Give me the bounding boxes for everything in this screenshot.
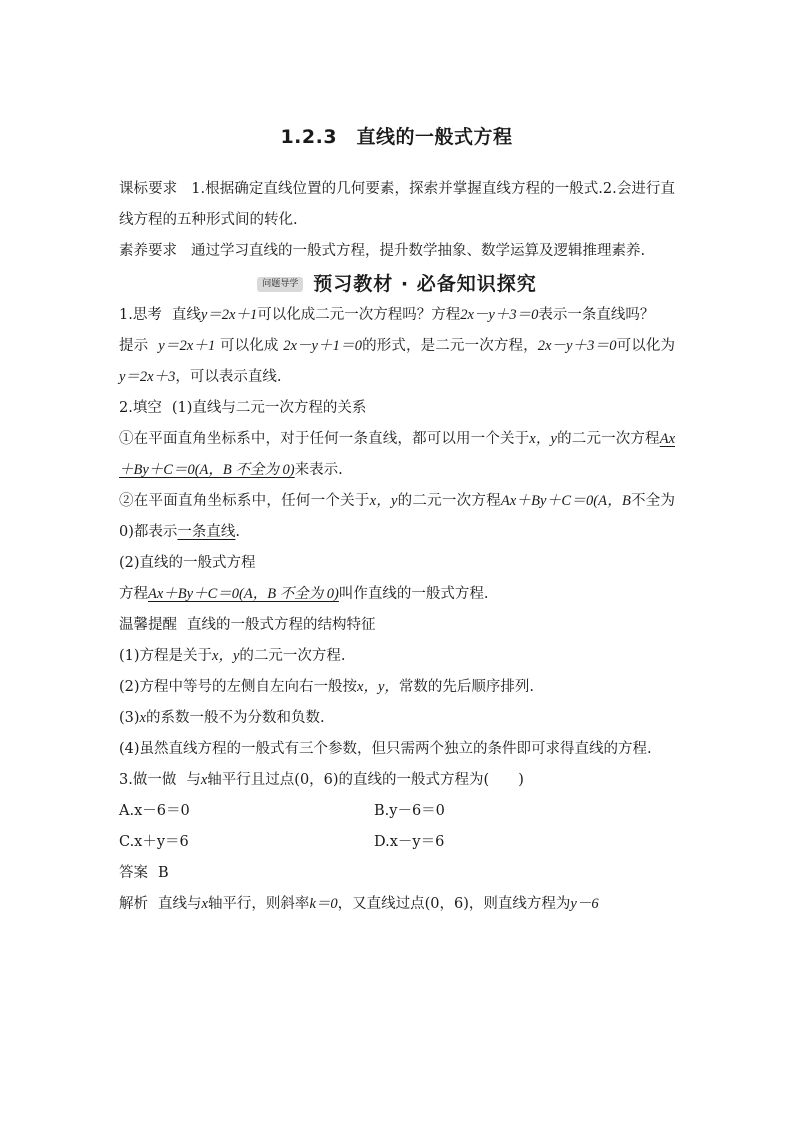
variables: x — [201, 896, 208, 912]
options-row-2 — [119, 827, 675, 858]
tip-text: (1)方程是关于 — [119, 648, 213, 664]
analysis-text: 直线与 — [158, 896, 202, 912]
fill-item-1 — [119, 424, 675, 486]
equation: y－6 — [570, 896, 599, 912]
fill-text: ②在平面直角坐标系中，任何一个关于 — [119, 493, 370, 509]
fill-text: 来表示. — [294, 462, 343, 478]
option-b: B.y－6＝0 — [374, 803, 445, 819]
variables: x，y — [212, 648, 240, 664]
fill-blank-answer: Ax＋By＋C＝0(A，B 不全为 0) — [119, 431, 676, 478]
tips-label: 温馨提醒 — [119, 617, 177, 633]
try-label: 3.做一做 — [119, 772, 177, 788]
tip-3 — [119, 703, 675, 734]
tip-text: (2)方程中等号的左侧自左向右一般按 — [119, 679, 358, 695]
think-text: 可以化成二元一次方程吗？方程 — [257, 307, 461, 323]
hint-label: 提示 — [119, 338, 149, 354]
fill-item-2 — [119, 486, 675, 548]
equation: Ax＋By＋C＝0(A，B — [500, 493, 631, 509]
hint-text: 可以化为 — [616, 338, 676, 354]
answer-value: B — [158, 865, 169, 881]
fill-blank-answer: Ax＋By＋C＝0(A，B 不全为 0) — [148, 586, 339, 602]
hint-text: ，可以表示直线. — [175, 369, 282, 385]
question-think — [119, 300, 675, 331]
analysis-line — [119, 889, 675, 920]
fill-text: 不全为 0)都表示 — [119, 493, 676, 540]
requirements-text: 1.根据确定直线位置的几何要素，探索并掌握直线方程的一般式.2.会进行直线方程的五种形式间的转化. — [119, 181, 675, 228]
equation: 2x－y＋3＝0 — [537, 338, 617, 354]
requirements-label: 课标要求 — [119, 181, 178, 197]
variables: x — [200, 772, 208, 788]
tips-heading — [119, 610, 675, 641]
section-title: 预习教材 · 必备知识探究 — [313, 273, 537, 295]
option-a: A.x－6＝0 — [119, 803, 190, 819]
fill-subheading-2: (2)直线的一般式方程 — [119, 555, 256, 571]
think-label: 1.思考 — [119, 307, 162, 323]
section-tag: 问题导学 — [257, 277, 303, 292]
curriculum-requirements — [119, 174, 675, 236]
tip-text: 的二元一次方程. — [239, 648, 346, 664]
fill-text: ①在平面直角坐标系中，对于任何一条直线，都可以用一个关于 — [119, 431, 530, 447]
analysis-text: ，又直线过点(0，6)，则直线方程为 — [337, 896, 571, 912]
document-body — [119, 174, 675, 920]
hint-paragraph — [119, 331, 675, 393]
fill-text: 的二元一次方程 — [397, 493, 501, 509]
section-header — [119, 269, 675, 300]
tip-1 — [119, 641, 675, 672]
tip-text: 常数的先后顺序排列. — [398, 679, 535, 695]
variables: x，y， — [357, 679, 399, 695]
fill-text: . — [235, 524, 240, 540]
equation: y＝2x＋1 — [158, 338, 216, 354]
analysis-label: 解析 — [119, 896, 148, 912]
analysis-text: 轴平行，则斜率 — [207, 896, 310, 912]
think-text: 直线 — [171, 307, 201, 323]
equation: y＝2x＋1 — [200, 307, 258, 323]
tips-text: 直线的一般式方程的结构特征 — [187, 617, 376, 633]
answer-line — [119, 858, 675, 889]
tip-2 — [119, 672, 675, 703]
page-title: 1.2.3 直线的一般式方程 — [280, 126, 513, 148]
variables: x — [139, 710, 146, 726]
question-try — [119, 765, 675, 796]
fill-label: 2.填空 — [119, 400, 162, 416]
try-text: 轴平行且过点(0，6)的直线的一般式方程为( ) — [207, 772, 524, 788]
equation: y＝2x＋3 — [119, 369, 176, 385]
fill-subheading: (1)直线与二元一次方程的关系 — [171, 400, 367, 416]
fill-blank-answer: 一条直线 — [177, 524, 236, 540]
general-form-definition — [119, 579, 675, 610]
answer-label: 答案 — [119, 865, 148, 881]
variables: x，y — [529, 431, 557, 447]
tip-4: (4)虽然直线方程的一般式有三个参数，但只需两个独立的条件即可求得直线的方程. — [119, 741, 652, 757]
fill-heading — [119, 393, 675, 424]
try-text: 与 — [186, 772, 201, 788]
equation: 2x－y＋1＝0 — [283, 338, 362, 354]
tip-text: 的系数一般不为分数和负数. — [145, 710, 325, 726]
literacy-requirements — [119, 236, 675, 267]
fill-text: 方程 — [119, 586, 148, 602]
hint-text: 可以化成 — [219, 338, 279, 354]
fill-text: 的二元一次方程 — [556, 431, 660, 447]
hint-text: 的形式，是二元一次方程， — [361, 338, 538, 354]
literacy-label: 素养要求 — [119, 243, 177, 259]
option-d: D.x－y＝6 — [374, 834, 445, 850]
tip-text: (3) — [119, 710, 140, 726]
equation: k＝0 — [309, 896, 338, 912]
option-c: C.x＋y＝6 — [119, 834, 189, 850]
variables: x，y — [369, 493, 398, 509]
literacy-text: 通过学习直线的一般式方程，提升数学抽象、数学运算及逻辑推理素养. — [191, 243, 646, 259]
options-row-1 — [119, 796, 675, 827]
think-text: 表示一条直线吗？ — [538, 307, 655, 323]
fill-text: 叫作直线的一般式方程. — [338, 586, 489, 602]
equation: 2x－y＋3＝0 — [460, 307, 539, 323]
